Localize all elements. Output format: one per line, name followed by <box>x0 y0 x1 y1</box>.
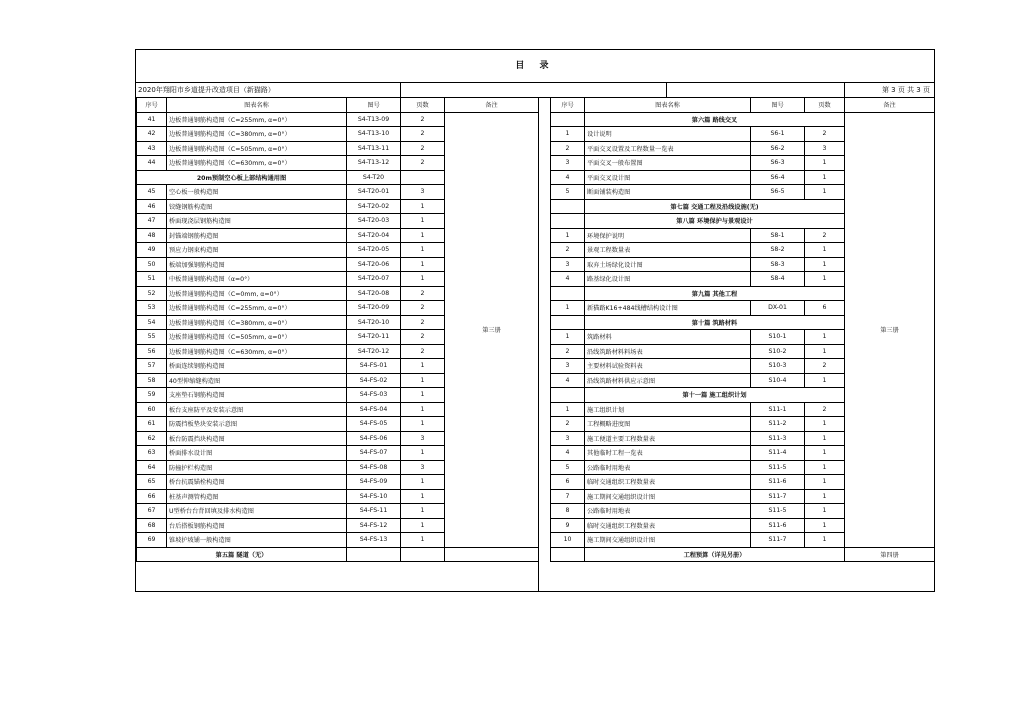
row-code: S4-T20-10 <box>347 315 401 330</box>
left-toc-table <box>136 97 539 562</box>
row-number: 51 <box>137 272 167 287</box>
section-no <box>551 315 585 330</box>
section-title: 第九篇 其他工程 <box>585 286 845 301</box>
row-code: S4-T20-03 <box>347 214 401 229</box>
row-name: 临时交通组织工程数量表 <box>585 475 751 490</box>
section-code: S4-T20 <box>347 170 401 185</box>
row-number: 2 <box>551 141 585 156</box>
row-code: S10-3 <box>751 359 805 374</box>
row-name: 桥台抗震锚栓构造图 <box>167 475 347 490</box>
right-header-code: 图号 <box>751 98 805 113</box>
row-code: S4-T13-09 <box>347 112 401 127</box>
row-number: 1 <box>551 228 585 243</box>
row-code: S8-3 <box>751 257 805 272</box>
row-number: 58 <box>137 373 167 388</box>
row-pages: 1 <box>805 272 845 287</box>
row-pages: 1 <box>401 446 445 461</box>
row-code: S8-1 <box>751 228 805 243</box>
row-number: 61 <box>137 417 167 432</box>
row-code: S4-FS-05 <box>347 417 401 432</box>
row-number: 1 <box>551 127 585 142</box>
page-indicator: 第 3 页 共 3 页 <box>881 86 930 94</box>
row-number: 1 <box>551 330 585 345</box>
row-number: 3 <box>551 156 585 171</box>
row-number: 3 <box>551 431 585 446</box>
row-number: 42 <box>137 127 167 142</box>
row-number: 2 <box>551 417 585 432</box>
row-name: 新猫路K16+484线槽结构设计图 <box>585 301 751 316</box>
row-number: 9 <box>551 518 585 533</box>
row-code: S4-T20-09 <box>347 301 401 316</box>
right-header-pages: 页数 <box>805 98 845 113</box>
row-name: 施工期间交通组织设计图 <box>585 489 751 504</box>
row-number: 4 <box>551 272 585 287</box>
row-pages: 1 <box>805 446 845 461</box>
row-number: 68 <box>137 518 167 533</box>
left-header-pages: 页数 <box>401 98 445 113</box>
row-pages: 1 <box>805 460 845 475</box>
row-number: 69 <box>137 533 167 548</box>
row-number: 55 <box>137 330 167 345</box>
row-code: S11-7 <box>751 533 805 548</box>
row-name: 桩基声测管构造图 <box>167 489 347 504</box>
row-pages: 1 <box>805 373 845 388</box>
row-number: 67 <box>137 504 167 519</box>
row-name: U型桥台台背回填及排水构造图 <box>167 504 347 519</box>
left-toc-row <box>137 112 539 127</box>
row-code: S10-1 <box>751 330 805 345</box>
row-code: S8-2 <box>751 243 805 258</box>
row-code: S11-4 <box>751 446 805 461</box>
row-number: 5 <box>551 185 585 200</box>
right-header-remark: 备注 <box>845 98 935 113</box>
row-code: S4-FS-11 <box>347 504 401 519</box>
row-code: S4-FS-01 <box>347 359 401 374</box>
row-code: S4-T20-05 <box>347 243 401 258</box>
row-pages: 2 <box>401 141 445 156</box>
row-code: S11-1 <box>751 402 805 417</box>
row-name: 空心板一般构造图 <box>167 185 347 200</box>
row-pages: 1 <box>805 475 845 490</box>
row-code: S4-FS-10 <box>347 489 401 504</box>
section-no <box>551 388 585 403</box>
section-title: 第六篇 路线交叉 <box>585 112 845 127</box>
row-name: 防震挡板垫块安装示意图 <box>167 417 347 432</box>
row-number: 52 <box>137 286 167 301</box>
doc-title: 目 录 <box>136 50 934 83</box>
row-name: 桥面排水设计图 <box>167 446 347 461</box>
row-pages: 1 <box>401 475 445 490</box>
row-name: 中板普通钢筋构造图（α=0°） <box>167 272 347 287</box>
row-name: 边板普通钢筋构造图（C=380mm, α=0°） <box>167 127 347 142</box>
left-header-no: 序号 <box>137 98 167 113</box>
row-number: 4 <box>551 170 585 185</box>
row-number: 3 <box>551 257 585 272</box>
section-title: 工程预算（详见另册） <box>585 547 845 562</box>
row-number: 41 <box>137 112 167 127</box>
row-code: S4-T20-01 <box>347 185 401 200</box>
row-name: 桥面连续钢筋构造图 <box>167 359 347 374</box>
row-code: S4-T20-12 <box>347 344 401 359</box>
row-pages: 1 <box>401 199 445 214</box>
row-pages: 1 <box>401 359 445 374</box>
left-toc-row <box>137 547 539 562</box>
row-name: 台后搭板钢筋构造图 <box>167 518 347 533</box>
row-remark <box>445 547 539 562</box>
row-code: S4-FS-04 <box>347 402 401 417</box>
row-pages: 1 <box>401 402 445 417</box>
row-name: 铰缝钢筋构造图 <box>167 199 347 214</box>
row-pages: 1 <box>401 228 445 243</box>
row-name: 公路临时用地表 <box>585 460 751 475</box>
row-pages: 1 <box>805 344 845 359</box>
row-name: 路基绿化设计图 <box>585 272 751 287</box>
row-number: 4 <box>551 446 585 461</box>
row-pages: 1 <box>401 518 445 533</box>
row-name: 施工期间交通组织设计图 <box>585 533 751 548</box>
row-pages: 1 <box>805 518 845 533</box>
row-code: S11-2 <box>751 417 805 432</box>
row-number: 43 <box>137 141 167 156</box>
row-name: 边板普通钢筋构造图（C=255mm, α=0°） <box>167 112 347 127</box>
left-header-row <box>137 98 539 113</box>
row-pages: 2 <box>401 301 445 316</box>
row-number: 2 <box>551 344 585 359</box>
row-pages: 2 <box>401 344 445 359</box>
row-pages: 6 <box>805 301 845 316</box>
row-number: 1 <box>551 301 585 316</box>
left-header-remark: 备注 <box>445 98 539 113</box>
row-code: S4-FS-08 <box>347 460 401 475</box>
row-pages: 1 <box>401 417 445 432</box>
row-code: S4-FS-02 <box>347 373 401 388</box>
row-code: S8-4 <box>751 272 805 287</box>
row-number: 63 <box>137 446 167 461</box>
right-toc-table <box>550 97 935 562</box>
row-code: S11-6 <box>751 518 805 533</box>
row-code: S4-T20-06 <box>347 257 401 272</box>
row-code: S4-FS-06 <box>347 431 401 446</box>
row-name: 边板普通钢筋构造图（C=505mm, α=0°） <box>167 141 347 156</box>
section-title: 第八篇 环境保护与景观设计 <box>585 214 845 229</box>
row-pages: 1 <box>805 504 845 519</box>
section-title: 20m预制空心板上部结构通用图 <box>137 170 347 185</box>
row-name: 沿线筑路材料供应示意图 <box>585 373 751 388</box>
section-no <box>551 214 585 229</box>
row-number: 1 <box>551 402 585 417</box>
row-name: 锥坡护坡铺一般构造图 <box>167 533 347 548</box>
row-name: 施工组织计划 <box>585 402 751 417</box>
row-number: 59 <box>137 388 167 403</box>
row-number: 46 <box>137 199 167 214</box>
row-number: 10 <box>551 533 585 548</box>
row-name: 筑路材料 <box>585 330 751 345</box>
section-pages <box>401 547 445 562</box>
row-pages: 1 <box>805 330 845 345</box>
section-no <box>551 286 585 301</box>
row-pages: 1 <box>805 431 845 446</box>
row-code: S4-T20-04 <box>347 228 401 243</box>
row-number: 57 <box>137 359 167 374</box>
row-pages: 2 <box>805 127 845 142</box>
row-number: 47 <box>137 214 167 229</box>
row-pages: 2 <box>401 315 445 330</box>
row-pages: 2 <box>805 402 845 417</box>
row-name: 边板普通钢筋构造图（C=255mm, α=0°） <box>167 301 347 316</box>
section-pages <box>401 170 445 185</box>
row-pages: 1 <box>805 489 845 504</box>
row-name: 平面交叉设置及工程数量一览表 <box>585 141 751 156</box>
row-code: S4-FS-03 <box>347 388 401 403</box>
row-code: S4-FS-07 <box>347 446 401 461</box>
row-name: 施工便道主要工程数量表 <box>585 431 751 446</box>
left-header-name: 图表名称 <box>167 98 347 113</box>
row-number: 62 <box>137 431 167 446</box>
row-pages: 1 <box>401 257 445 272</box>
row-code: S10-4 <box>751 373 805 388</box>
row-pages: 3 <box>401 431 445 446</box>
row-number: 50 <box>137 257 167 272</box>
row-code: S11-6 <box>751 475 805 490</box>
section-title: 第十一篇 施工组织计划 <box>585 388 845 403</box>
row-number: 65 <box>137 475 167 490</box>
row-pages: 2 <box>401 156 445 171</box>
row-code: S6-3 <box>751 156 805 171</box>
volume-remark: 第三册 <box>445 112 539 547</box>
row-name: 景观工程数量表 <box>585 243 751 258</box>
row-name: 封锚端钢筋构造图 <box>167 228 347 243</box>
row-name: 边板普通钢筋构造图（C=380mm, α=0°） <box>167 315 347 330</box>
row-number: 60 <box>137 402 167 417</box>
row-code: S4-FS-09 <box>347 475 401 490</box>
row-pages: 1 <box>805 257 845 272</box>
row-pages: 1 <box>401 243 445 258</box>
row-number: 5 <box>551 460 585 475</box>
row-number: 56 <box>137 344 167 359</box>
row-pages: 1 <box>805 243 845 258</box>
row-pages: 3 <box>401 460 445 475</box>
row-pages: 1 <box>401 533 445 548</box>
row-name: 平面交叉设计图 <box>585 170 751 185</box>
row-number: 3 <box>551 359 585 374</box>
row-pages: 3 <box>401 185 445 200</box>
row-name: 边板普通钢筋构造图（C=630mm, α=0°） <box>167 156 347 171</box>
project-name: 2020年翔阳市乡道提升改造项目（新猫路） <box>138 86 275 94</box>
row-pages: 2 <box>805 228 845 243</box>
row-name: 平面交叉一般布置图 <box>585 156 751 171</box>
row-name: 40型伸缩缝构造图 <box>167 373 347 388</box>
left-header-code: 图号 <box>347 98 401 113</box>
row-name: 断面铺装构造图 <box>585 185 751 200</box>
row-pages: 1 <box>401 489 445 504</box>
row-pages: 1 <box>805 533 845 548</box>
row-pages: 1 <box>805 170 845 185</box>
row-code: S11-5 <box>751 504 805 519</box>
row-pages: 1 <box>401 272 445 287</box>
row-name: 板台支座防平及安装示意图 <box>167 402 347 417</box>
row-code: S4-T13-12 <box>347 156 401 171</box>
row-name: 设计说明 <box>585 127 751 142</box>
row-name: 边板普通钢筋构造图（C=0mm, α=0°） <box>167 286 347 301</box>
right-toc-row <box>551 112 935 127</box>
row-code: S4-T20-08 <box>347 286 401 301</box>
row-code: S11-3 <box>751 431 805 446</box>
row-number: 66 <box>137 489 167 504</box>
row-pages: 1 <box>805 156 845 171</box>
row-name: 边板普通钢筋构造图（C=505mm, α=0°） <box>167 330 347 345</box>
section-no <box>551 547 585 562</box>
row-code: S4-FS-13 <box>347 533 401 548</box>
info-row <box>136 83 934 98</box>
right-header-row <box>551 98 935 113</box>
row-name: 临时交通组织工程数量表 <box>585 518 751 533</box>
row-code: S6-4 <box>751 170 805 185</box>
row-name: 预应力钢束构造图 <box>167 243 347 258</box>
row-code: S11-7 <box>751 489 805 504</box>
row-name: 主要材料试验资料表 <box>585 359 751 374</box>
row-code: S6-2 <box>751 141 805 156</box>
row-name: 边板普通钢筋构造图（C=630mm, α=0°） <box>167 344 347 359</box>
row-pages: 1 <box>805 417 845 432</box>
section-title: 第七篇 交通工程及沿线设施(无) <box>585 199 845 214</box>
row-name: 环境保护说明 <box>585 228 751 243</box>
section-title: 第十篇 筑路材料 <box>585 315 845 330</box>
row-code: S4-T13-11 <box>347 141 401 156</box>
section-code <box>347 547 401 562</box>
row-pages: 1 <box>401 388 445 403</box>
row-name: 公路临时用地表 <box>585 504 751 519</box>
row-pages: 2 <box>401 127 445 142</box>
row-pages: 2 <box>401 286 445 301</box>
volume-remark: 第三册 <box>845 112 935 547</box>
section-no <box>551 199 585 214</box>
row-number: 49 <box>137 243 167 258</box>
row-name: 桥面现浇层钢筋构造图 <box>167 214 347 229</box>
row-name: 防撞护栏构造图 <box>167 460 347 475</box>
row-pages: 3 <box>805 141 845 156</box>
row-number: 53 <box>137 301 167 316</box>
row-code: S4-FS-12 <box>347 518 401 533</box>
last-volume-remark: 第四册 <box>845 547 935 562</box>
row-number: 48 <box>137 228 167 243</box>
row-code: DX-01 <box>751 301 805 316</box>
row-pages: 2 <box>401 330 445 345</box>
right-header-no: 序号 <box>551 98 585 113</box>
row-pages: 1 <box>401 214 445 229</box>
row-name: 板台防震挡块构造图 <box>167 431 347 446</box>
right-header-name: 图表名称 <box>585 98 751 113</box>
section-title: 第五篇 隧道（无） <box>137 547 347 562</box>
row-name: 其他临时工程一览表 <box>585 446 751 461</box>
row-name: 沿线筑路材料料场表 <box>585 344 751 359</box>
row-code: S10-2 <box>751 344 805 359</box>
row-number: 4 <box>551 373 585 388</box>
toc-sheet <box>135 49 935 592</box>
row-code: S6-5 <box>751 185 805 200</box>
row-pages: 1 <box>805 185 845 200</box>
row-number: 6 <box>551 475 585 490</box>
section-no <box>551 112 585 127</box>
row-number: 7 <box>551 489 585 504</box>
right-toc-row <box>551 547 935 562</box>
row-code: S6-1 <box>751 127 805 142</box>
row-code: S4-T20-02 <box>347 199 401 214</box>
row-number: 45 <box>137 185 167 200</box>
row-number: 8 <box>551 504 585 519</box>
row-pages: 1 <box>401 373 445 388</box>
row-number: 2 <box>551 243 585 258</box>
row-number: 64 <box>137 460 167 475</box>
row-code: S4-T20-11 <box>347 330 401 345</box>
row-number: 54 <box>137 315 167 330</box>
row-pages: 2 <box>805 359 845 374</box>
row-code: S11-5 <box>751 460 805 475</box>
row-code: S4-T13-10 <box>347 127 401 142</box>
row-name: 取弃土场绿化设计图 <box>585 257 751 272</box>
row-pages: 2 <box>401 112 445 127</box>
row-name: 板端加强钢筋构造图 <box>167 257 347 272</box>
row-number: 44 <box>137 156 167 171</box>
row-pages: 1 <box>401 504 445 519</box>
row-code: S4-T20-07 <box>347 272 401 287</box>
row-name: 工程概略进度图 <box>585 417 751 432</box>
row-name: 支座垫石钢筋构造图 <box>167 388 347 403</box>
